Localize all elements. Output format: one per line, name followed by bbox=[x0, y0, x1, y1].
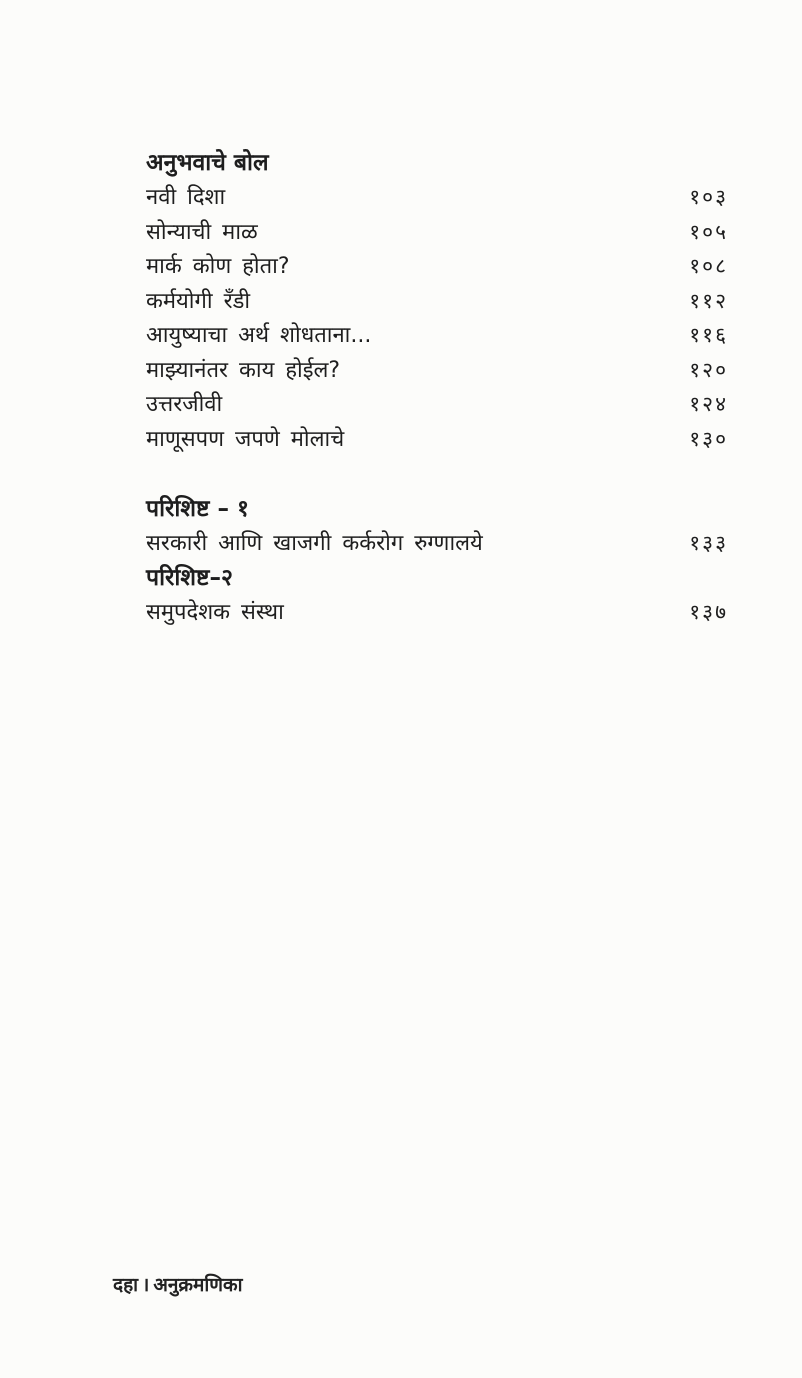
entry-title: कर्मयोगी रँडी bbox=[146, 288, 251, 314]
entry-page-number: १३० bbox=[689, 426, 728, 451]
entry-title: समुपदेशक संस्था bbox=[146, 599, 284, 625]
entry-title: सोन्याची माळ bbox=[146, 219, 258, 245]
entry-title: माणूसपण जपणे मोलाचे bbox=[146, 426, 345, 452]
entry-page-number: १०८ bbox=[689, 254, 728, 278]
entry-page-number: १२० bbox=[689, 357, 728, 382]
toc-entry bbox=[146, 595, 728, 630]
entry-title: माझ्यानंतर काय होईल? bbox=[146, 357, 341, 383]
toc-entry bbox=[146, 180, 728, 215]
entry-title: सरकारी आणि खाजगी कर्करोग रुग्णालये bbox=[146, 531, 483, 556]
toc-entry bbox=[146, 215, 728, 250]
entry-title: मार्क कोण होता? bbox=[146, 254, 290, 279]
entry-page-number: १२४ bbox=[689, 392, 728, 416]
toc-section-anubhavache-bol bbox=[146, 146, 728, 456]
section-heading: परिशिष्ट – १ bbox=[146, 496, 249, 522]
section-heading: अनुभवाचे बोल bbox=[146, 150, 269, 176]
toc-entry bbox=[146, 284, 728, 319]
entry-page-number: ११२ bbox=[689, 288, 728, 313]
toc-entry bbox=[146, 387, 728, 422]
toc-entry bbox=[146, 353, 728, 388]
page-footer bbox=[113, 1270, 243, 1300]
toc-entry bbox=[146, 318, 728, 353]
footer-separator: । bbox=[142, 1274, 150, 1296]
footer-page-number: दहा bbox=[113, 1274, 139, 1296]
section-heading: परिशिष्ट–२ bbox=[146, 564, 233, 591]
section-spacer bbox=[146, 456, 728, 492]
entry-page-number: १३७ bbox=[689, 599, 728, 624]
entry-page-number: १३३ bbox=[689, 531, 728, 555]
toc-entry bbox=[146, 422, 728, 457]
toc-section-appendix-2 bbox=[146, 561, 728, 630]
entry-title: आयुष्याचा अर्थ शोधताना... bbox=[146, 323, 372, 348]
toc-entry bbox=[146, 526, 728, 561]
table-of-contents bbox=[146, 146, 728, 629]
entry-page-number: १०३ bbox=[689, 185, 728, 209]
entry-page-number: १०५ bbox=[689, 219, 728, 244]
toc-section-appendix-1 bbox=[146, 492, 728, 561]
toc-entry bbox=[146, 249, 728, 284]
entry-page-number: ११६ bbox=[689, 323, 728, 347]
footer-section-title: अनुक्रमणिका bbox=[153, 1274, 243, 1296]
entry-title: नवी दिशा bbox=[146, 185, 226, 210]
entry-title: उत्तरजीवी bbox=[146, 392, 223, 417]
